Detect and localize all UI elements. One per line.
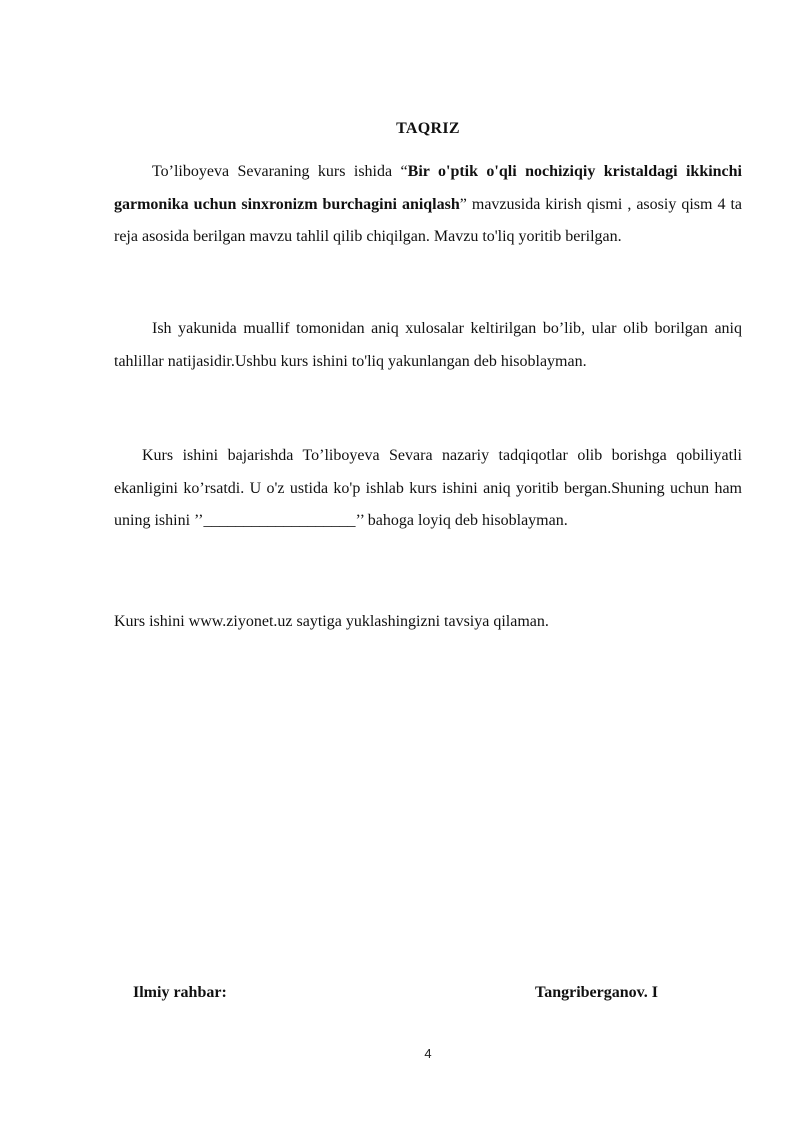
paragraph-assessment: Kurs ishini bajarishda To’liboyeva Sevara nazariy tadqiqotlar olib borishga qobiliyatli ekanligini ko’rsatdi. U o'z ustida ko'p ishlab kurs ishini aniq yoritib bergan.Shuning uchun ham uning ishini ’’___________________’’ bahoga loyiq deb hisoblayman. — [114, 447, 742, 529]
signature-name: Tangriberganov. I — [535, 984, 658, 1001]
document-title: TAQRIZ — [396, 120, 460, 137]
paragraph-intro — [114, 156, 742, 254]
page-number: 4 — [424, 1046, 432, 1061]
topic-title: Bir o'ptik o'qli nochiziqiy kristaldagi ikkinchi garmonika uchun sinxronizm burchagini aniqlash — [114, 163, 743, 213]
paragraph-conclusions: Ish yakunida muallif tomonidan aniq xulosalar keltirilgan bo’lib, ular olib borilgan aniq tahlillar natijasidir.Ushbu kurs ishini to'liq yakunlangan deb hisoblayman. — [114, 320, 742, 370]
signature-role: Ilmiy rahbar: — [133, 984, 227, 1001]
intro-lead-text: To’liboyeva Sevaraning kurs ishida “ — [152, 163, 408, 180]
paragraph-recommendation: Kurs ishini www.ziyonet.uz saytiga yuklashingizni tavsiya qilaman. — [114, 613, 549, 630]
intro-rest-text: ” mavzusida kirish qismi , asosiy qism 4 ta reja asosida berilgan mavzu tahlil qilib chiqilgan. Mavzu to'liq yoritib berilgan. — [114, 195, 743, 245]
